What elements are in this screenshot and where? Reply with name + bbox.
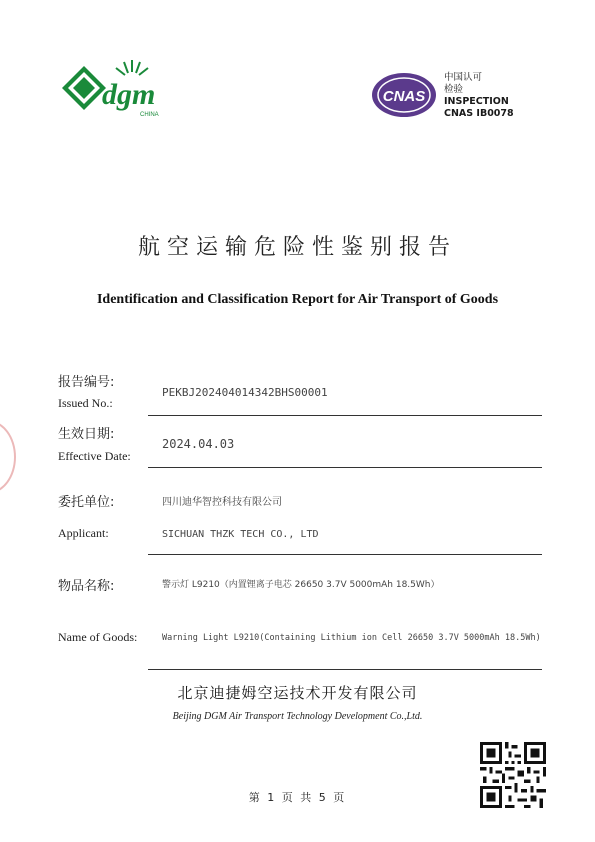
cnas-logo: [371, 72, 437, 118]
page-number: 第 1 页 共 5 页: [248, 791, 347, 804]
date-value: 2024.04.03: [162, 437, 235, 451]
goods-value-en: Warning Light L9210(Containing Lithium ion Cell 26650 3.7V 5000mAh 18.5Wh): [162, 633, 541, 643]
goods-rule: [148, 669, 542, 670]
applicant-value-cn: 四川迪华智控科技有限公司: [162, 497, 282, 508]
sunburst-icon: [116, 60, 148, 75]
issued-no-label-en: Issued No.:: [58, 396, 113, 410]
cnas-line-3: INSPECTION: [444, 96, 509, 107]
goods-value-cn: 警示灯 L9210（内置锂离子电芯 26650 3.7V 5000mAh 18.5Wh）: [162, 580, 440, 590]
report-title-cn: 航空运输危险性鉴别报告: [137, 235, 457, 260]
date-label-cn: 生效日期:: [58, 427, 115, 442]
report-title-en: Identification and Classification Report for Air Transport of Goods: [96, 292, 499, 307]
cnas-accreditation: [444, 72, 514, 120]
issued-no-value: PEKBJ202404014342BHS00001: [162, 386, 328, 399]
cnas-line-2: 检验: [444, 84, 464, 95]
company-name-cn: 北京迪捷姆空运技术开发有限公司: [177, 684, 418, 702]
logo-wordmark: dgm: [102, 78, 156, 111]
applicant-value-en: SICHUAN THZK TECH CO., LTD: [162, 529, 319, 540]
applicant-label-en: Applicant:: [58, 526, 109, 540]
issued-no-rule: [148, 415, 542, 416]
cnas-line-1: 中国认可: [444, 72, 483, 83]
issued-no-label-cn: 报告编号:: [58, 375, 115, 390]
dgm-logo: [62, 58, 197, 124]
logo-sub: CHINA: [140, 112, 159, 118]
seal-stamp: [0, 420, 16, 494]
applicant-label-cn: 委托单位:: [58, 495, 115, 510]
company-name-en: Beijing DGM Air Transport Technology Development Co.,Ltd.: [172, 711, 423, 722]
date-rule: [148, 467, 542, 468]
goods-label-cn: 物品名称:: [58, 579, 115, 594]
cnas-line-4: CNAS IB0078: [444, 108, 514, 119]
goods-label-en: Name of Goods:: [58, 630, 138, 644]
cnas-badge-text: CNAS: [382, 88, 426, 105]
date-label-en: Effective Date:: [58, 449, 131, 463]
applicant-rule: [148, 554, 542, 555]
